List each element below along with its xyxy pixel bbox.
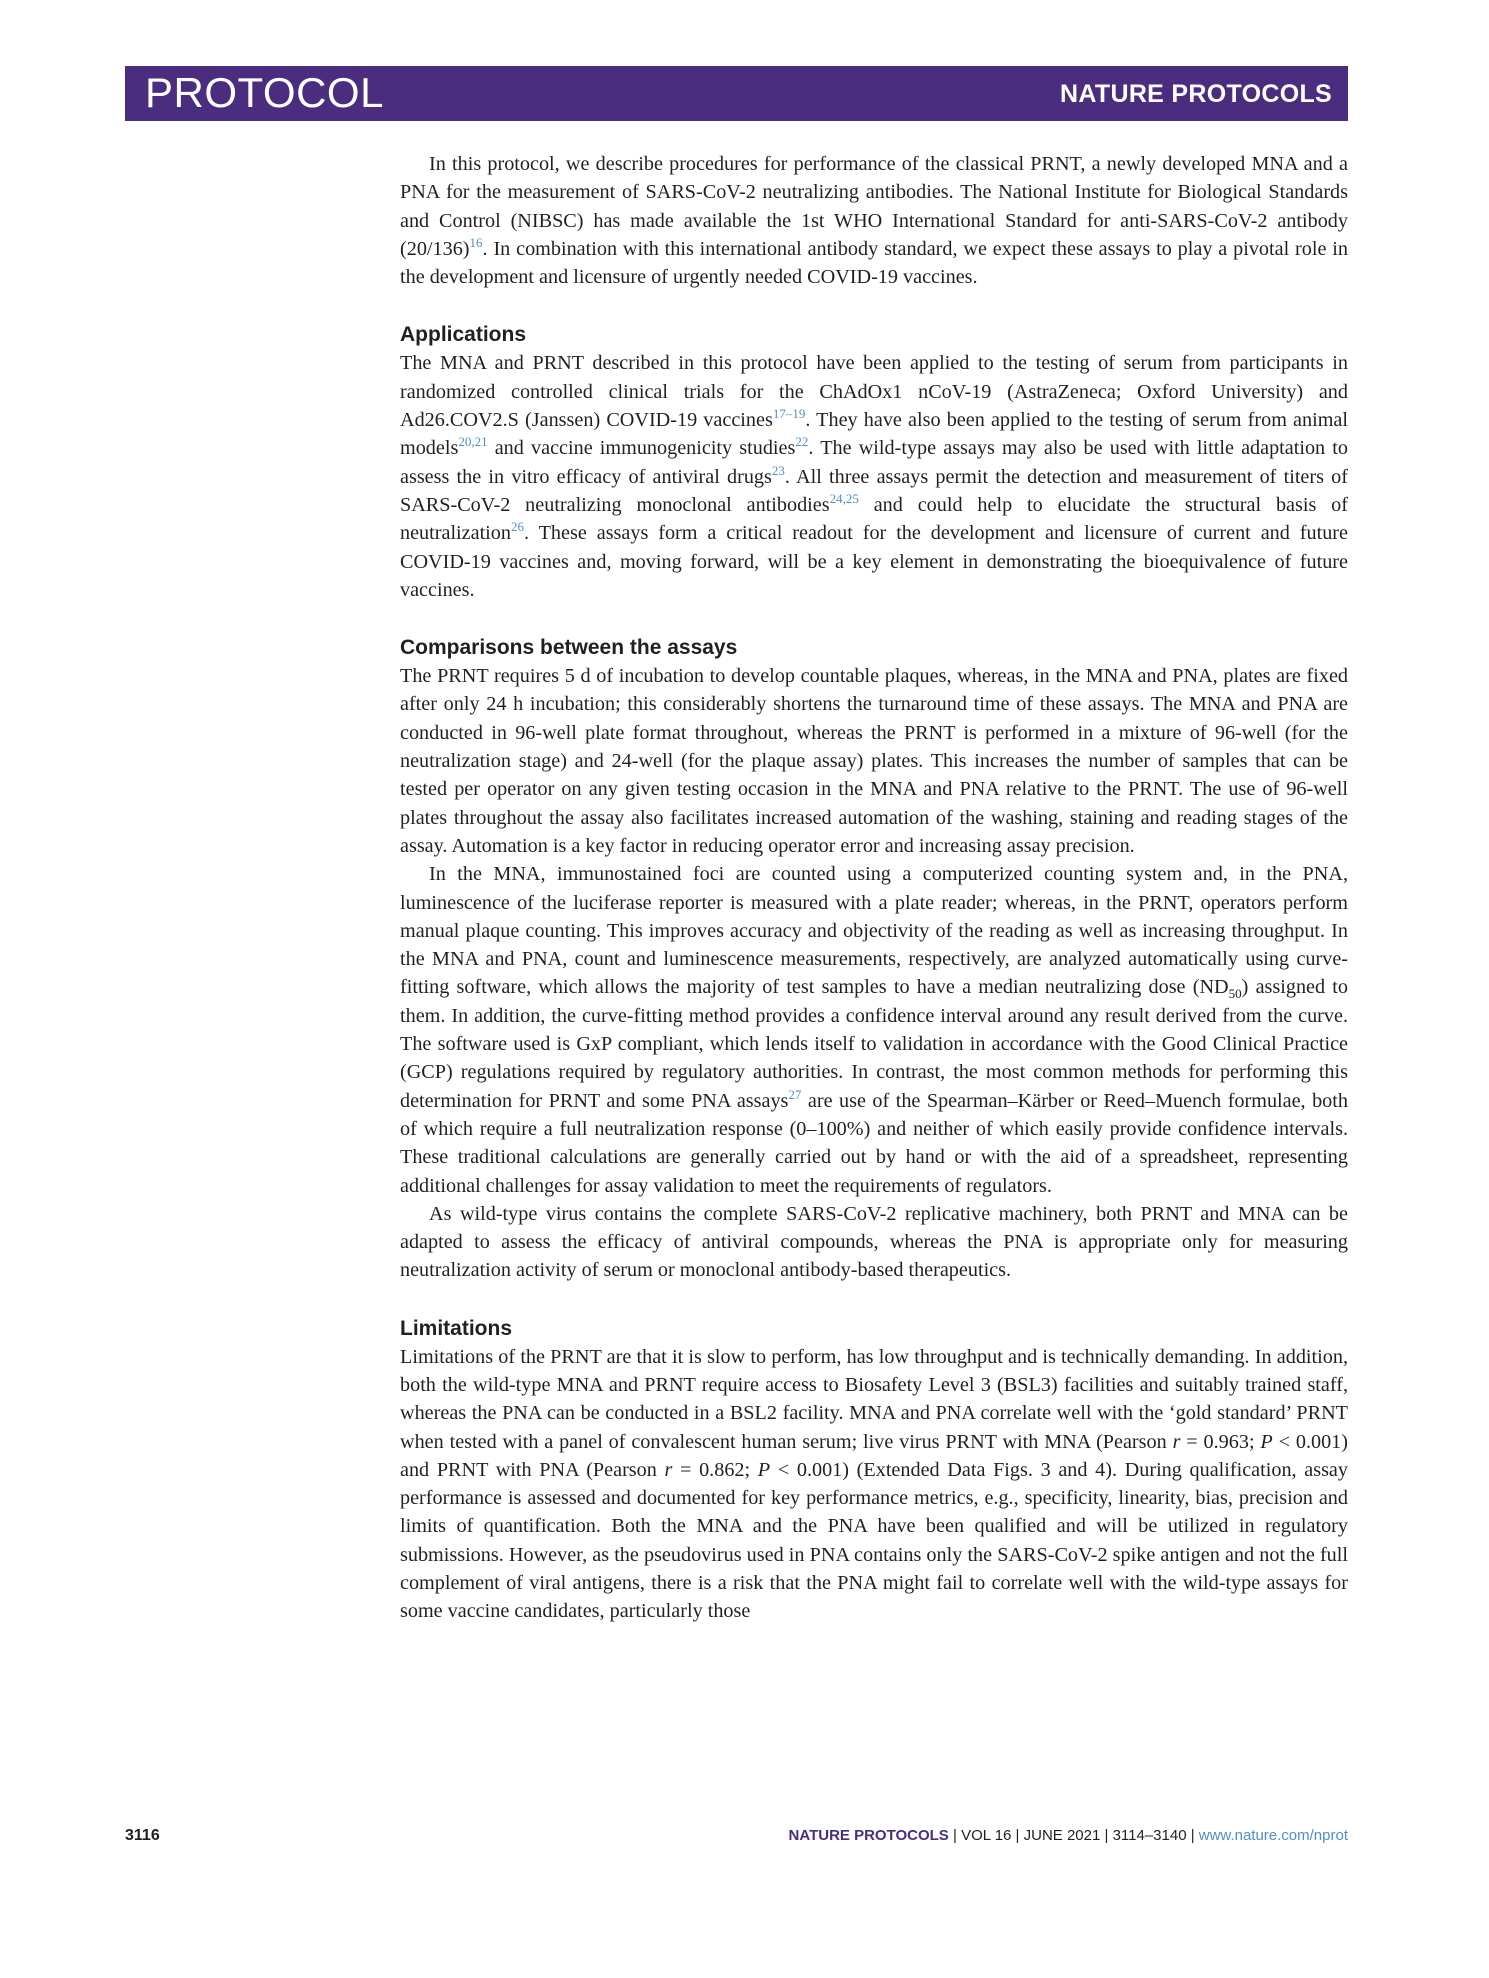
paragraph: The PRNT requires 5 d of incubation to develop countable plaques, whereas, in the MNA and PNA, plates are fixed after only 24 h incubation; this considerably shortens the turnaround time of these assays. The MNA and PNA are conducted in 96-well plate format throughout, whereas the PRNT is performed in a mixture of 96-well (for the neutralization stage) and 24-well (for the plaque assay) plates. This increases the number of samples that can be tested per operator on any given testing occasion in the MNA and PNA relative to the PRNT. The use of 96-well plates throughout the assay also facilitates increased automation of the washing, staining and reading stages of the assay. Automation is a key factor in reducing operator error and increasing assay precision. xyxy=(400,665,1348,857)
paragraph: Limitations of the PRNT are that it is slow to perform, has low throughput and is technically demanding. In addition, both the wild-type MNA and PRNT require access to Biosafety Level 3 (BSL3) facilities and suitably trained staff, whereas the PNA can be conducted in a BSL2 facility. MNA and PNA correlate well with the ‘gold standard’ PRNT when tested with a panel of convalescent human serum; live virus PRNT with MNA (Pearson r = 0.963; P < 0.001) and PRNT with PNA (Pearson r = 0.862; P < 0.001) (Extended Data Figs. 3 and 4). During qualification, assay performance is assessed and documented for key performance metrics, e.g., specificity, linearity, bias, precision and limits of quantification. Both the MNA and the PNA have been qualified and will be utilized in regulatory submissions. However, as the pseudovirus used in PNA contains only the SARS-CoV-2 spike antigen and not the full complement of viral antigens, there is a risk that the PNA might fail to correlate well with the wild-type assays for some vaccine candidates, particularly those xyxy=(400,1345,1348,1623)
footer-pages: 3114–3140 xyxy=(1112,1827,1187,1844)
paragraph: In the MNA, immunostained foci are counted using a computerized counting system and, in the PNA, luminescence of the luciferase reporter is measured with a plate reader; whereas, in the PRNT, operators perform manual plaque counting. This improves accuracy and objectivity of the reading as well as increasing throughput. In the MNA and PNA, count and luminescence measurements, respectively, are analyzed automatically using curve-fitting software, which allows the majority of test samples to have a median neutralizing dose $(ND_{50})$ assigned to them. In addition, the curve-fitting method provides a confidence interval around any result derived from the curve. The software used is GxP compliant, which lends itself to validation in accordance with the Good Clinical Practice (GCP) regulations required by regulatory authorities. In contrast, the most common methods for performing this determination for PRNT and some PNA assays$^{27}$ are use of the Spearman–Kärber or Reed–Muench formulae, both of which require a full neutralization response (0–100%) and neither of which easily provide confidence intervals. These traditional calculations are generally carried out by hand or with the aid of a spreadsheet, representing additional challenges for assay validation to meet the requirements of regulators. xyxy=(400,863,1349,1197)
reference-link[interactable]: 20,21 xyxy=(458,434,488,450)
reference-link[interactable]: 23 xyxy=(771,462,785,478)
header-bar xyxy=(125,66,1348,121)
intro-paragraph: In this protocol, we describe procedures for performance of the classical PRNT, a newly developed MNA and a PNA for the measurement of SARS-CoV-2 neutralizing antibodies. The National Institute for Biological Standards and Control (NIBSC) has made available the 1st WHO International Standard for anti-SARS-CoV-2 antibody (20/136)$^{16}$. In combination with this international antibody standard, we expect these assays to play a pivotal role in the development and licensure of urgently needed COVID-19 vaccines. xyxy=(400,153,1348,289)
footer-url-link[interactable]: www.nature.com/nprot xyxy=(1198,1827,1348,1844)
paragraph: As wild-type virus contains the complete SARS-CoV-2 replicative machinery, both PRNT and MNA can be adapted to assess the efficacy of antiviral compounds, whereas the PNA is appropriate only for measuring neutralization activity of serum or monoclonal antibody-based therapeutics. xyxy=(400,1202,1348,1282)
paragraph: The MNA and PRNT described in this protocol have been applied to the testing of serum from participants in randomized controlled clinical trials for the ChAdOx1 nCoV-19 (AstraZeneca; Oxford University) and Ad26.COV2.S (Janssen) COVID-19 vaccines$^{17-19}$. They have also been applied to the testing of serum from animal models$^{20,21}$ and vaccine immunogenicity studies$^{22}$. The wild-type assays may also be used with little adaptation to assess the in vitro efficacy of antiviral drugs$^{23}$. All three assays permit the detection and measurement of titers of SARS-CoV-2 neutralizing monoclonal antibodies$^{24,25}$ and could help to elucidate the structural basis of neutralization$^{26}$. These assays form a critical readout for the development and licensure of current and future COVID-19 vaccines and, moving forward, will be a key element in demonstrating the bioequivalence of future vaccines. xyxy=(400,352,1349,601)
section-heading: Applications xyxy=(400,323,527,347)
reference-link[interactable]: 27 xyxy=(788,1086,802,1102)
reference-link[interactable]: 26 xyxy=(510,519,524,535)
section-limitations xyxy=(400,1315,1348,1626)
footer-date: JUNE 2021 xyxy=(1023,1827,1101,1844)
section-comparisons xyxy=(400,634,1348,1285)
article-type-label: PROTOCOL xyxy=(145,69,384,116)
journal-name: NATURE PROTOCOLS xyxy=(1060,80,1332,108)
reference-link[interactable]: 17–19 xyxy=(772,406,806,422)
reference-link[interactable]: 16 xyxy=(469,234,483,250)
footer-volume: VOL 16 xyxy=(961,1827,1012,1844)
page-number: 3116 xyxy=(125,1827,160,1844)
section-applications xyxy=(400,321,1348,604)
reference-link[interactable]: 22 xyxy=(795,434,809,450)
section-heading: Limitations xyxy=(400,1316,513,1340)
article-body xyxy=(400,150,1348,1626)
footer-citation: NATURE PROTOCOLS | VOL 16 | JUNE 2021 | 3114–3140 | www.nature.com/nprot xyxy=(788,1827,1348,1844)
footer-journal: NATURE PROTOCOLS xyxy=(788,1827,949,1844)
reference-link[interactable]: 24,25 xyxy=(829,490,859,506)
section-heading: Comparisons between the assays xyxy=(400,636,738,660)
